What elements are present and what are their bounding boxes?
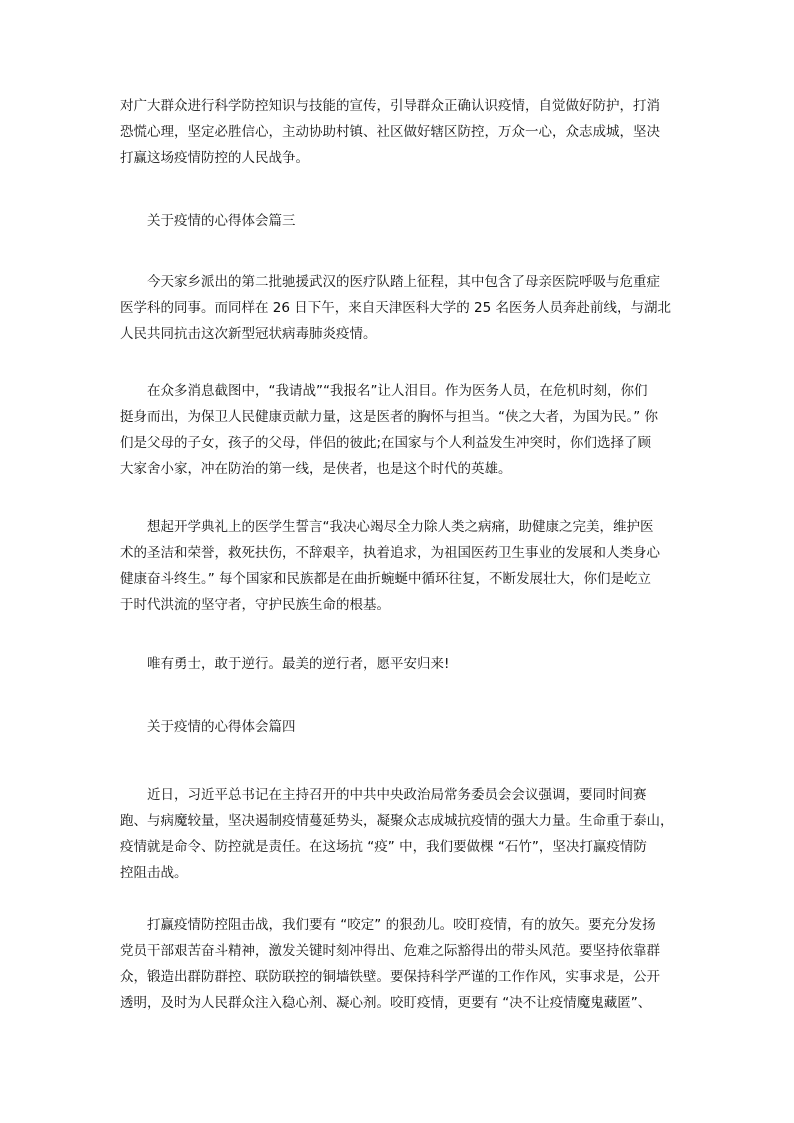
text-line: 对广大群众进行科学防控知识与技能的宣传，引导群众正确认识疫情，自觉做好防护，打消	[120, 98, 660, 114]
paragraph-1	[120, 93, 676, 171]
text-line: 众，锻造出群防群控、联防联控的铜墙铁壁。要保持科学严谨的工作作风，实事求是，公开	[120, 969, 660, 985]
paragraph-2	[120, 269, 676, 347]
text-line: 在众多消息截图中，“我请战”“我报名”让人泪目。作为医务人员，在危机时刻，你们	[120, 383, 648, 399]
text-line: 大家舍小家，冲在防治的第一线，是侠者，也是这个时代的英雄。	[120, 461, 512, 477]
text-line: 健康奋斗终生。” 每个国家和民族都是在曲折蜿蜒中循环往复，不断发展壮大，你们是屹立	[120, 571, 652, 587]
text-line: 打赢疫情防控阻击战，我们要有 “咬定” 的狠劲儿。咬盯疫情，有的放矢。要充分发扬	[120, 917, 656, 933]
section-heading-4	[120, 714, 676, 740]
paragraph-4	[120, 514, 676, 618]
text-line: 近日，习近平总书记在主持召开的中共中央政治局常务委员会会议强调，要同时间赛	[120, 787, 647, 803]
text-line: 疫情就是命令、防控就是责任。在这场抗 “疫” 中，我们要做棵 “石竹”，坚决打赢疫情防	[120, 839, 647, 855]
text-line: 术的圣洁和荣誉，救死扶伤，不辞艰辛，执着追求，为祖国医药卫生事业的发展和人类身心	[120, 545, 660, 561]
text-line: 恐慌心理，坚定必胜信心，主动协助村镇、社区做好辖区防控，万众一心，众志成城，坚决	[120, 124, 660, 140]
text-line: 党员干部艰苦奋斗精神，激发关键时刻冲得出、危难之际豁得出的带头风范。要坚持依靠群	[120, 943, 660, 959]
text-line: 唯有勇士，敢于逆行。最美的逆行者，愿平安归来!	[120, 656, 450, 672]
text-line: 跑、与病魔较量，坚决遏制疫情蔓延势头，凝聚众志成城抗疫情的强大力量。生命重于泰山，	[120, 813, 674, 829]
paragraph-3	[120, 378, 676, 482]
text-line: 挺身而出，为保卫人民健康贡献力量，这是医者的胸怀与担当。“侠之大者，为国为民。” 你	[120, 409, 659, 425]
text-line: 医学科的同事。而同样在 26 日下午，来自天津医科大学的 25 名医务人员奔赴前线，与湖北	[120, 300, 672, 316]
text-line: 想起开学典礼上的医学生誓言“我决心竭尽全力除人类之病痛，助健康之完美，维护医	[120, 519, 654, 535]
paragraph-6	[120, 782, 676, 886]
text-line: 人民共同抗击这次新型冠状病毒肺炎疫情。	[120, 326, 377, 342]
paragraph-7	[120, 912, 676, 1016]
section-heading-3	[120, 208, 676, 234]
heading-line: 关于疫情的心得体会篇四	[120, 719, 296, 735]
text-line: 于时代洪流的坚守者，守护民族生命的根基。	[120, 597, 390, 613]
text-line: 打赢这场疫情防控的人民战争。	[120, 150, 309, 166]
text-line: 控阻击战。	[120, 865, 188, 881]
text-line: 们是父母的子女，孩子的父母，伴侣的彼此;在国家与个人利益发生冲突时，你们选择了顾	[120, 435, 652, 451]
heading-line: 关于疫情的心得体会篇三	[120, 213, 296, 229]
paragraph-5	[120, 651, 676, 677]
text-line: 今天家乡派出的第二批驰援武汉的医疗队踏上征程，其中包含了母亲医院呼吸与危重症	[120, 274, 660, 290]
text-line: 透明，及时为人民群众注入稳心剂、凝心剂。咬盯疫情，更要有 “决不让疫情魔鬼藏匿”、	[120, 995, 652, 1011]
